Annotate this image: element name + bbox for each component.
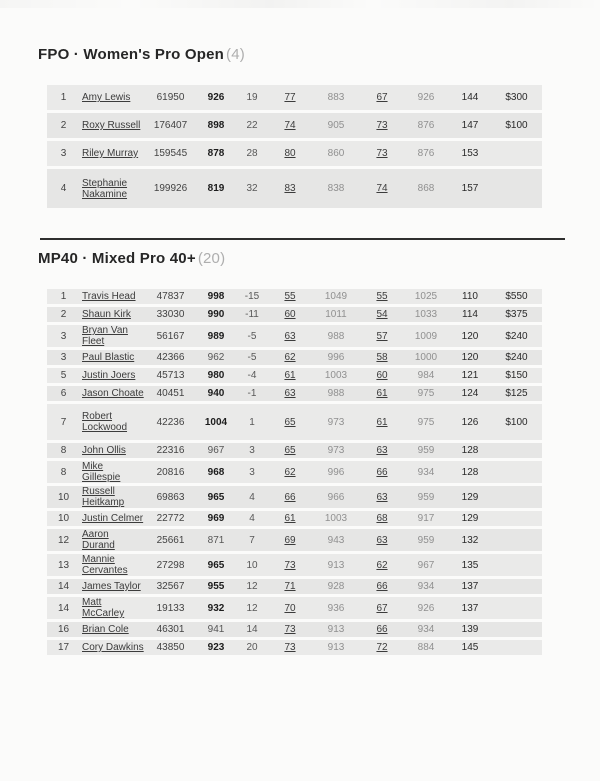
rating-difference: 4: [249, 491, 255, 503]
player-row: [47, 350, 542, 365]
player-name-link[interactable]: Russell Heitkamp: [82, 486, 125, 508]
player-row: [47, 640, 542, 655]
pdga-number: 45713: [156, 370, 185, 381]
total-score: 128: [461, 445, 479, 456]
round2-rating: 868: [417, 183, 435, 194]
pdga-number: 46301: [156, 624, 185, 635]
round1-rating: 913: [327, 624, 345, 635]
total-score: 153: [461, 148, 479, 159]
round1-rating: 973: [327, 416, 345, 428]
rating-difference: 3: [249, 466, 255, 478]
pdga-number: 47837: [156, 291, 185, 302]
player-row: [47, 289, 542, 304]
place-number: 1: [60, 291, 67, 302]
player-row: [47, 307, 542, 322]
round2-rating: 1000: [414, 352, 438, 363]
rating-difference: 12: [246, 602, 258, 614]
prize-amount: $240: [505, 330, 528, 342]
prize-amount: $375: [505, 309, 528, 320]
results-table-mp40: [47, 289, 542, 655]
round2-score-link[interactable]: 63: [376, 534, 388, 546]
player-name-link[interactable]: Matt McCarley: [82, 597, 125, 619]
round1-rating: 913: [327, 559, 345, 571]
player-name-link[interactable]: Jason Choate: [82, 388, 144, 399]
player-rating: 989: [207, 330, 225, 342]
player-name-link[interactable]: Bryan Van Fleet: [82, 325, 128, 347]
pdga-number: 69863: [156, 491, 185, 503]
round2-score-link[interactable]: 61: [376, 388, 388, 399]
round2-rating: 934: [417, 466, 435, 478]
rating-difference: 7: [249, 534, 255, 546]
prize-amount: $125: [505, 388, 528, 399]
pdga-number: 33030: [156, 309, 185, 320]
round2-score-link[interactable]: 58: [376, 352, 388, 363]
total-score: 157: [461, 183, 479, 194]
total-score: 135: [461, 559, 479, 571]
place-number: 17: [57, 642, 70, 653]
player-rating: 819: [207, 183, 225, 194]
round1-rating: 988: [327, 388, 345, 399]
round1-rating: 996: [327, 466, 345, 478]
player-rating: 898: [207, 120, 225, 131]
player-row: [47, 386, 542, 401]
round1-score-link[interactable]: 61: [284, 370, 296, 381]
player-rating: 940: [207, 388, 225, 399]
rating-difference: -1: [247, 388, 257, 399]
total-score: 129: [461, 491, 479, 503]
rating-difference: 14: [246, 624, 258, 635]
round2-rating: 876: [417, 120, 435, 131]
place-number: 8: [60, 445, 67, 456]
round2-score-link[interactable]: 74: [376, 183, 388, 194]
round2-rating: 917: [417, 513, 435, 524]
round1-rating: 838: [327, 183, 345, 194]
player-rating: 965: [207, 491, 225, 503]
prize-amount: $100: [505, 416, 528, 428]
place-number: 8: [60, 466, 67, 478]
total-score: 139: [461, 624, 479, 635]
prize-amount: $240: [505, 352, 528, 363]
player-name-link[interactable]: Aaron Durand: [82, 529, 115, 551]
pdga-number: 22772: [156, 513, 185, 524]
place-number: 4: [60, 183, 67, 194]
rating-difference: 10: [246, 559, 258, 571]
pdga-number: 27298: [156, 559, 185, 571]
pdga-number: 42366: [156, 352, 185, 363]
round2-score-link[interactable]: 63: [376, 445, 388, 456]
player-rating: 968: [207, 466, 225, 478]
round2-score-link[interactable]: 54: [376, 309, 388, 320]
round2-rating: 884: [417, 642, 435, 653]
prize-amount: $150: [505, 370, 528, 381]
player-name-link[interactable]: Riley Murray: [82, 148, 139, 159]
round1-rating: 966: [327, 491, 345, 503]
place-number: 2: [60, 120, 67, 131]
round1-rating: 1003: [324, 513, 348, 524]
round2-score-link[interactable]: 57: [376, 330, 388, 342]
total-score: 120: [461, 352, 479, 363]
player-row: [47, 554, 542, 576]
round1-score-link[interactable]: 70: [284, 602, 296, 614]
round2-rating: 934: [417, 581, 435, 592]
player-name-link[interactable]: Mannie Cervantes: [82, 554, 128, 576]
player-row: [47, 325, 542, 347]
round2-rating: 984: [417, 370, 435, 381]
total-score: 128: [461, 466, 479, 478]
player-row: [47, 622, 542, 637]
player-rating: 998: [207, 291, 225, 302]
player-rating: 926: [207, 92, 225, 103]
pdga-number: 32567: [156, 581, 185, 592]
rating-difference: 3: [249, 445, 255, 456]
rating-difference: -5: [247, 352, 257, 363]
round1-score-link[interactable]: 61: [284, 513, 296, 524]
round1-rating: 988: [327, 330, 345, 342]
total-score: 121: [461, 370, 479, 381]
round2-score-link[interactable]: 61: [376, 416, 388, 428]
place-number: 2: [60, 309, 67, 320]
total-score: 120: [461, 330, 479, 342]
total-score: 126: [461, 416, 479, 428]
player-row: [47, 461, 542, 483]
round1-rating: 928: [327, 581, 345, 592]
round1-rating: 1049: [324, 291, 348, 302]
total-score: 137: [461, 581, 479, 592]
rating-difference: -11: [245, 309, 259, 320]
place-number: 16: [57, 624, 70, 635]
place-number: 10: [57, 491, 70, 503]
player-row: [47, 443, 542, 458]
player-name-link[interactable]: Justin Celmer: [82, 513, 144, 524]
prize-amount: $300: [505, 92, 528, 103]
player-row: [47, 597, 542, 619]
round2-rating: 959: [417, 534, 435, 546]
section-mp40: [38, 250, 600, 655]
pdga-number: 61950: [156, 92, 185, 103]
round1-rating: 860: [327, 148, 345, 159]
rating-difference: 12: [246, 581, 258, 592]
pdga-number: 43850: [156, 642, 185, 653]
round2-rating: 876: [417, 148, 435, 159]
prize-amount: $100: [505, 120, 528, 131]
rating-difference: -4: [247, 370, 257, 381]
player-row: [47, 368, 542, 383]
player-rating: 878: [207, 148, 225, 159]
place-number: 7: [60, 416, 67, 428]
division-name: FPO · Women's Pro Open: [38, 46, 225, 63]
section-title-mp40: [38, 250, 600, 267]
section-title-fpo: [38, 46, 600, 63]
player-name-link[interactable]: Amy Lewis: [82, 92, 131, 103]
round1-rating: 996: [327, 352, 345, 363]
player-row: [47, 404, 542, 440]
player-name-link[interactable]: Paul Blastic: [82, 352, 135, 363]
round1-score-link[interactable]: 69: [284, 534, 296, 546]
place-number: 6: [60, 388, 67, 399]
round2-rating: 926: [417, 602, 435, 614]
player-rating: 871: [207, 534, 225, 546]
rating-difference: -5: [247, 330, 257, 342]
round2-score-link[interactable]: 67: [376, 92, 388, 103]
pdga-number: 20816: [156, 466, 185, 478]
player-rating: 965: [207, 559, 225, 571]
player-row: [47, 169, 542, 208]
player-rating: 990: [207, 309, 225, 320]
round2-score-link[interactable]: 68: [376, 513, 388, 524]
round2-score-link[interactable]: 55: [376, 291, 388, 302]
division-name: MP40 · Mixed Pro 40+: [38, 250, 196, 267]
round1-score-link[interactable]: 83: [284, 183, 296, 194]
round1-score-link[interactable]: 62: [284, 466, 296, 478]
round1-rating: 936: [327, 602, 345, 614]
round1-score-link[interactable]: 62: [284, 352, 296, 363]
place-number: 5: [60, 370, 67, 381]
pdga-number: 42236: [156, 416, 185, 428]
player-name-link[interactable]: Cory Dawkins: [82, 642, 144, 653]
player-rating: 955: [207, 581, 225, 592]
player-row: [47, 85, 542, 110]
rating-difference: -15: [244, 291, 260, 302]
round2-score-link[interactable]: 60: [376, 370, 388, 381]
rating-difference: 19: [246, 92, 258, 103]
player-row: [47, 511, 542, 526]
round1-score-link[interactable]: 65: [284, 445, 296, 456]
rating-difference: 1: [249, 416, 255, 428]
round2-rating: 1009: [414, 330, 438, 342]
round1-score-link[interactable]: 65: [284, 416, 296, 428]
round2-rating: 926: [417, 92, 435, 103]
round2-score-link[interactable]: 62: [376, 559, 388, 571]
round1-score-link[interactable]: 66: [284, 491, 296, 503]
place-number: 14: [57, 602, 70, 614]
round1-score-link[interactable]: 73: [284, 624, 296, 635]
round2-rating: 967: [417, 559, 435, 571]
round2-score-link[interactable]: 66: [376, 466, 388, 478]
pdga-number: 56167: [156, 330, 185, 342]
player-name-link[interactable]: Mike Gillespie: [82, 461, 121, 483]
place-number: 3: [60, 352, 67, 363]
player-rating: 967: [207, 445, 225, 456]
player-rating: 923: [207, 642, 225, 653]
player-count: (4): [226, 46, 245, 63]
player-count: (20): [197, 250, 226, 267]
total-score: 145: [461, 642, 479, 653]
section-divider: [40, 238, 565, 240]
player-row: [47, 486, 542, 508]
player-rating: 962: [207, 352, 225, 363]
player-name-link[interactable]: Travis Head: [82, 291, 136, 302]
place-number: 12: [57, 534, 70, 546]
total-score: 114: [462, 309, 478, 320]
round2-rating: 975: [417, 388, 435, 399]
total-score: 124: [461, 388, 479, 399]
player-row: [47, 141, 542, 166]
pdga-number: 19133: [156, 602, 185, 614]
round2-rating: 1025: [414, 291, 438, 302]
place-number: 10: [57, 513, 70, 524]
rating-difference: 4: [249, 513, 255, 524]
round2-rating: 959: [417, 445, 435, 456]
total-score: 132: [461, 534, 479, 546]
round2-score-link[interactable]: 73: [376, 120, 388, 131]
total-score: 137: [461, 602, 479, 614]
player-row: [47, 529, 542, 551]
pdga-number: 22316: [156, 445, 185, 456]
player-rating: 932: [207, 602, 225, 614]
rating-difference: 28: [246, 148, 258, 159]
round2-rating: 1033: [414, 309, 438, 320]
place-number: 1: [60, 92, 67, 103]
rating-difference: 32: [246, 183, 258, 194]
round2-score-link[interactable]: 67: [376, 602, 388, 614]
round1-score-link[interactable]: 71: [284, 581, 296, 592]
player-name-link[interactable]: Shaun Kirk: [82, 309, 131, 320]
round2-score-link[interactable]: 66: [376, 624, 388, 635]
round1-score-link[interactable]: 80: [284, 148, 296, 159]
round2-rating: 934: [417, 624, 435, 635]
player-row: [47, 113, 542, 138]
player-row: [47, 579, 542, 594]
round2-score-link[interactable]: 73: [376, 148, 388, 159]
round1-rating: 913: [327, 642, 345, 653]
section-fpo: [38, 46, 600, 208]
prize-amount: $550: [505, 291, 528, 302]
round1-score-link[interactable]: 74: [284, 120, 296, 131]
rating-difference: 22: [246, 120, 258, 131]
rating-difference: 20: [246, 642, 258, 653]
round1-score-link[interactable]: 63: [284, 330, 296, 342]
place-number: 3: [60, 148, 67, 159]
pdga-number: 176407: [153, 120, 188, 131]
round1-score-link[interactable]: 73: [284, 559, 296, 571]
round2-score-link[interactable]: 66: [376, 581, 388, 592]
place-number: 3: [60, 330, 67, 342]
total-score: 129: [461, 513, 479, 524]
round1-score-link[interactable]: 73: [284, 642, 296, 653]
round1-rating: 1011: [325, 309, 347, 320]
player-name-link[interactable]: Justin Joers: [82, 370, 136, 381]
pdga-number: 25661: [156, 534, 185, 546]
total-score: 147: [461, 120, 479, 131]
player-name-link[interactable]: Brian Cole: [82, 624, 129, 635]
player-name-link[interactable]: John Ollis: [82, 445, 126, 456]
player-rating: 969: [207, 513, 225, 524]
round1-rating: 973: [327, 445, 345, 456]
round1-rating: 943: [327, 534, 345, 546]
place-number: 14: [57, 581, 70, 592]
round1-score-link[interactable]: 55: [284, 291, 296, 302]
player-rating: 941: [207, 624, 225, 635]
pdga-number: 159545: [153, 148, 188, 159]
pdga-number: 199926: [153, 183, 188, 194]
round2-score-link[interactable]: 63: [376, 491, 388, 503]
place-number: 13: [57, 559, 70, 571]
round1-rating: 1003: [324, 370, 348, 381]
player-name-link[interactable]: Stephanie Nakamine: [82, 177, 128, 200]
player-name-link[interactable]: Roxy Russell: [82, 120, 141, 131]
round1-rating: 905: [327, 120, 345, 131]
player-name-link[interactable]: Robert Lockwood: [82, 411, 128, 433]
player-name-link[interactable]: James Taylor: [82, 581, 141, 592]
round2-score-link[interactable]: 72: [376, 642, 388, 653]
total-score: 110: [462, 291, 478, 302]
player-rating: 1004: [204, 416, 228, 428]
total-score: 144: [461, 92, 479, 103]
results-table-fpo: [47, 85, 542, 208]
pdga-number: 40451: [156, 388, 185, 399]
player-rating: 980: [207, 370, 225, 381]
round1-rating: 883: [327, 92, 345, 103]
round1-score-link[interactable]: 77: [284, 92, 296, 103]
round2-rating: 959: [417, 491, 435, 503]
round1-score-link[interactable]: 60: [284, 309, 296, 320]
round1-score-link[interactable]: 63: [284, 388, 296, 399]
round2-rating: 975: [417, 416, 435, 428]
